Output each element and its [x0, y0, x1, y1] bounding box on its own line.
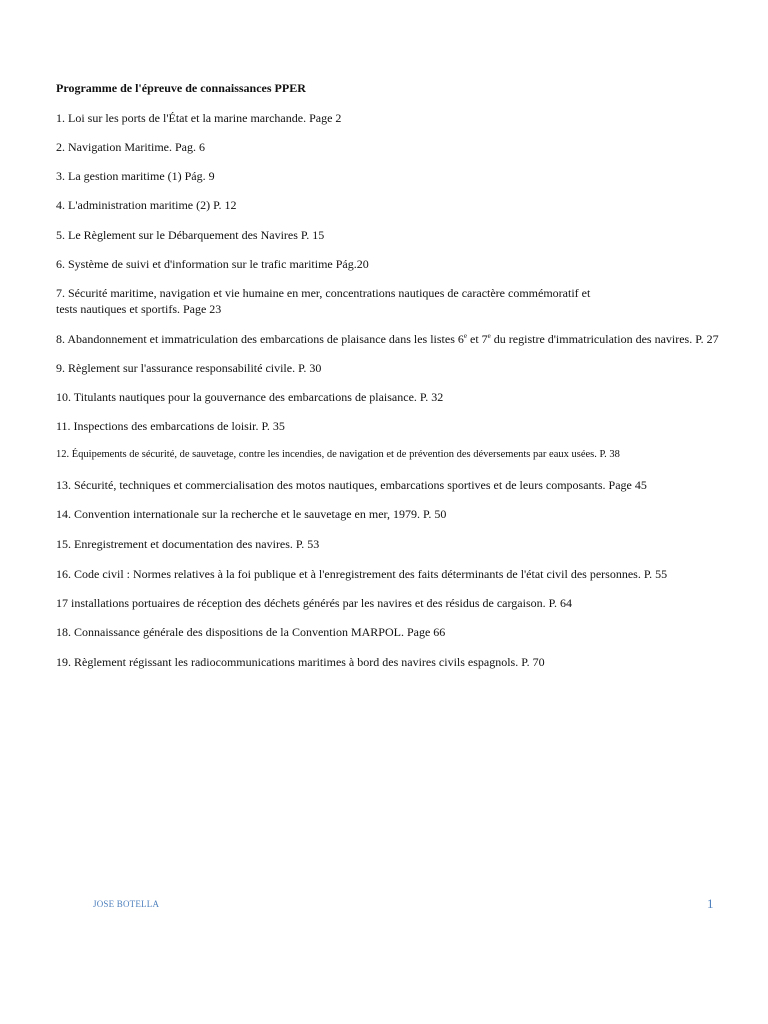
- footer-author: JOSE BOTELLA: [93, 899, 160, 909]
- list-item-text: 8. Abandonnement et immatriculation des embarcations de plaisance dans les listes 6: [56, 332, 464, 346]
- list-item-text: du registre d'immatriculation des navires. P. 27: [493, 332, 719, 346]
- list-item: 5. Le Règlement sur le Débarquement des Navires P. 15: [56, 228, 325, 242]
- list-item: 9. Règlement sur l'assurance responsabilité civile. P. 30: [56, 361, 322, 375]
- list-item: [56, 331, 719, 347]
- list-item-text: et 7: [470, 332, 488, 346]
- list-item: 17 installations portuaires de réception des déchets générés par les navires et des résidus de cargaison. P. 64: [56, 596, 572, 610]
- list-item: 15. Enregistrement et documentation des navires. P. 53: [56, 537, 320, 551]
- list-item: 3. La gestion maritime (1) Pág. 9: [56, 169, 215, 183]
- list-item: 1. Loi sur les ports de l'État et la marine marchande. Page 2: [56, 111, 342, 125]
- list-item: 12. Équipements de sécurité, de sauvetage, contre les incendies, de navigation et de prévention des déversements par eaux usées. P. 38: [56, 449, 620, 460]
- document-title: Programme de l'épreuve de connaissances PPER: [56, 81, 306, 95]
- list-item: 16. Code civil : Normes relatives à la foi publique et à l'enregistrement des faits déterminants de l'état civil des personnes. P. 55: [56, 567, 668, 581]
- list-item: 14. Convention internationale sur la recherche et le sauvetage en mer, 1979. P. 50: [56, 507, 447, 521]
- list-item-continuation: tests nautiques et sportifs. Page 23: [56, 302, 222, 316]
- list-item: 11. Inspections des embarcations de loisir. P. 35: [56, 419, 285, 433]
- list-item: 2. Navigation Maritime. Pag. 6: [56, 140, 205, 154]
- list-item: 19. Règlement régissant les radiocommunications maritimes à bord des navires civils espagnols. P. 70: [56, 655, 545, 669]
- list-item: 7. Sécurité maritime, navigation et vie humaine en mer, concentrations nautiques de caractère commémoratif et: [56, 286, 591, 300]
- superscript: e: [487, 332, 491, 340]
- page-number: 1: [707, 896, 714, 911]
- list-item: 13. Sécurité, techniques et commercialisation des motos nautiques, embarcations sportives et de leurs composants. Page 45: [56, 478, 647, 492]
- superscript: e: [463, 332, 467, 340]
- list-item: 4. L'administration maritime (2) P. 12: [56, 198, 237, 212]
- list-item: 10. Titulants nautiques pour la gouvernance des embarcations de plaisance. P. 32: [56, 390, 444, 404]
- list-item: 6. Système de suivi et d'information sur le trafic maritime Pág.20: [56, 257, 369, 271]
- list-item: 18. Connaissance générale des dispositions de la Convention MARPOL. Page 66: [56, 625, 446, 639]
